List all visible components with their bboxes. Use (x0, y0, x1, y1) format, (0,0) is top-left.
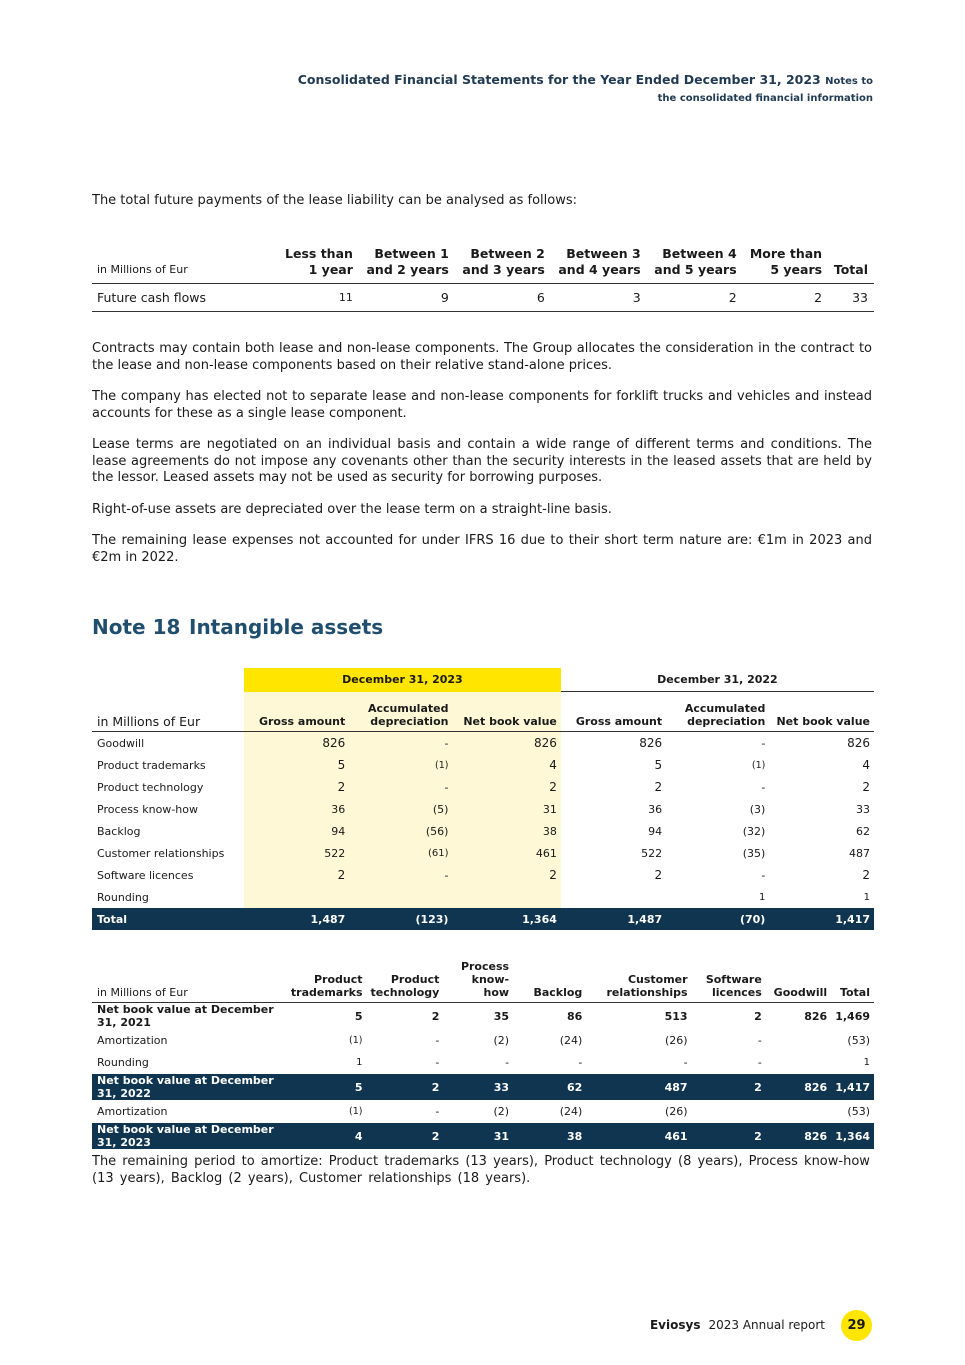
note-heading: Note 18 Intangible assets (92, 615, 384, 639)
table-row: Net book value at December 31, 2023 4 2 31 38 461 2 826 1,364 (92, 1123, 874, 1150)
lease-payments-table (92, 244, 874, 312)
paragraph-forklift: The company has elected not to separate lease and non-lease components for forklift trucks and vehicles and instead accounts for these as a single lease component. (92, 389, 872, 421)
lease-col-header: Between 3 and 4 years (558, 246, 641, 277)
table-row: Rounding 1 1 (92, 886, 874, 908)
year-2023-header: December 31, 2023 (244, 668, 561, 692)
table-row: Net book value at December 31, 2021 5 2 35 86 513 2 826 1,469 (97, 1003, 870, 1029)
paragraph-remaining-expenses: The remaining lease expenses not accounted for under IFRS 16 due to their short term nature are: €1m in 2023 and €2m in 2022. (92, 533, 872, 565)
lease-header-row: in Millions of Eur Less than 1 year Between 1 and 2 years Between 2 and 3 years Between 3 and 4 years Between 4 and 5 years More than 5 years Total (92, 244, 874, 284)
brand-name: Eviosys (649, 1318, 701, 1332)
table-row: Net book value at December 31, 2022 5 2 33 62 487 2 826 1,417 (92, 1074, 874, 1101)
paragraph-lease-terms: Lease terms are negotiated on an individual basis and contain a wide range of different terms and conditions. The lease agreements do not impose any covenants other than the security interests in the leased assets that are held by the lessor. Leased assets may not be used as security for borrowing purposes. (92, 437, 872, 485)
year-2022-header: December 31, 2022 (561, 668, 874, 692)
amortize-paragraph: The remaining period to amortize: Product trademarks (13 years), Product technology (8 years), Process know-how (13 years), Backlog (2 years), Customer relationships (18 years). (92, 1154, 870, 1186)
table-row: Product technology 2 - 2 2 - 2 (92, 776, 874, 798)
lease-col-header: More than 5 years (749, 246, 823, 277)
lease-col-header: Between 4 and 5 years (654, 246, 737, 277)
total-row: Total 1,487 (123) 1,364 1,487 (70) 1,417 (92, 908, 874, 930)
column-header-row: in Millions of Eur Gross amount Accumulated depreciation Net book value Gross amount Accumulated depreciation Net book value (92, 692, 874, 732)
table-row: Goodwill 826 - 826 826 - 826 (92, 732, 874, 755)
table-row: Amortization (1) - (2) (24) (26) (53) (97, 1104, 870, 1118)
footer (650, 1318, 825, 1332)
table-row: Customer relationships 522 (61) 461 522 (35) 487 (92, 842, 874, 864)
intangible-movements-table (92, 960, 874, 1149)
lease-col-header: Total (833, 262, 868, 277)
table-row: Amortization (1) - (2) (24) (26) - (53) (97, 1033, 870, 1047)
header-subtitle: the consolidated financial information (657, 93, 873, 104)
table-row: Software licences 2 - 2 2 - 2 (92, 864, 874, 886)
table-row: Future cash flows 11 9 6 3 2 2 33 (92, 284, 874, 312)
table-row: Backlog 94 (56) 38 94 (32) 62 (92, 820, 874, 842)
lease-col-header: Between 2 and 3 years (462, 246, 545, 277)
report-name: 2023 Annual report (708, 1318, 825, 1332)
lease-intro: The total future payments of the lease liability can be analysed as follows: (92, 193, 577, 208)
table-row: Process know-how 36 (5) 31 36 (3) 33 (92, 798, 874, 820)
column-header-row: in Millions of Eur Product trademarks Product technology Process know-how Backlog Customer relationships Software licences Goodwill Total (92, 960, 874, 1003)
year-header-row (92, 668, 874, 692)
intangible-assets-table (92, 668, 874, 930)
table-row: Product trademarks 5 (1) 4 5 (1) 4 (92, 754, 874, 776)
lease-col-header: Less than 1 year (285, 246, 353, 277)
header-title: Consolidated Financial Statements for the Year Ended December 31, 2023 Notes to (297, 72, 873, 87)
paragraph-lease-components: Contracts may contain both lease and non-lease components. The Group allocates the consideration in the contract to the lease and non-lease components based on their relative stand-alone prices. (92, 341, 872, 373)
page-number: 29 (841, 1310, 872, 1341)
paragraph-depreciation: Right-of-use assets are depreciated over the lease term on a straight-line basis. (92, 502, 612, 517)
lease-col-header: Between 1 and 2 years (366, 246, 449, 277)
table-row: Rounding 1 - - - - - 1 (97, 1055, 870, 1069)
